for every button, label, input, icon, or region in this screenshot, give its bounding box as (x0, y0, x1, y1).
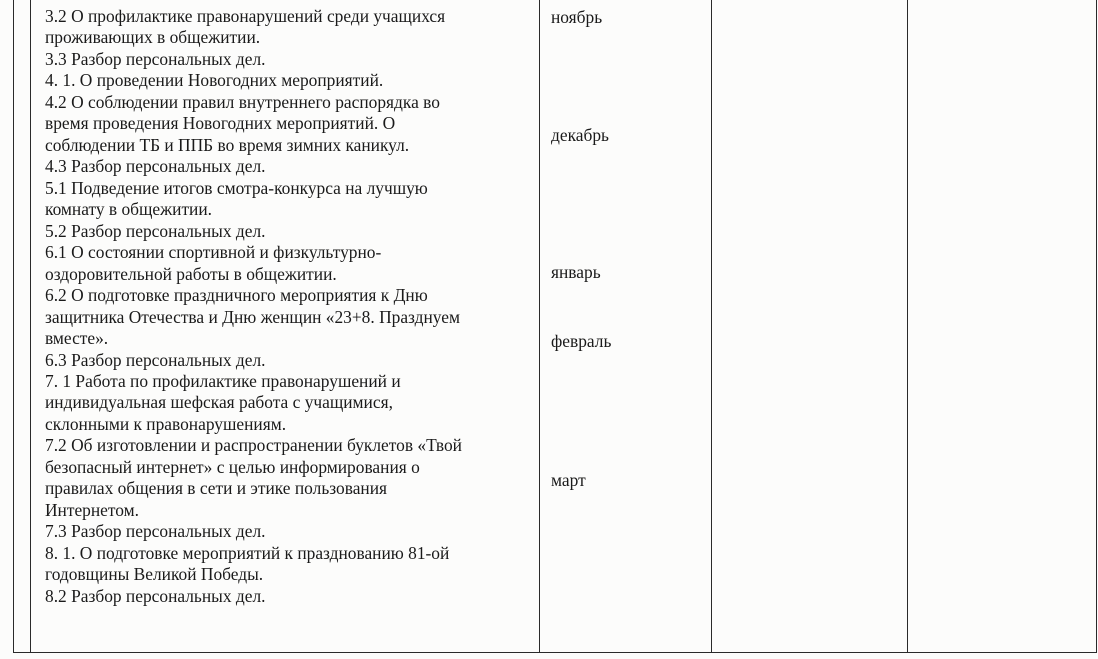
topic-line: вместе». (45, 328, 109, 349)
topic-line: индивидуальная шефская работа с учащимися, (45, 392, 393, 413)
topic-line: защитника Отечества и Дню женщин «23+8. Празднуем (45, 306, 460, 327)
topic-line: безопасный интернет» с целью информирования о (45, 456, 420, 477)
topic-line: склонными к правонарушениям. (45, 413, 287, 434)
topic-line: 7.2 Об изготовлении и распространении буклетов «Твой (45, 435, 462, 456)
month-march: март (551, 470, 586, 490)
topic-line: годовщины Великой Победы. (45, 564, 264, 585)
responsible-cell (712, 0, 908, 653)
plan-table (13, 0, 1097, 653)
topic-line: 6.1 О состоянии спортивной и физкультурно- (45, 242, 382, 263)
month-february: февраль (551, 331, 612, 351)
topic-line: проживающих в общежитии. (45, 27, 261, 48)
topic-line: 5.2 Разбор персональных дел. (45, 220, 266, 241)
number-cell (14, 0, 31, 653)
topic-cell (31, 0, 540, 653)
note-cell (908, 0, 1097, 653)
topic-line: 6.3 Разбор персональных дел. (45, 349, 266, 370)
topic-line: 4.2 О соблюдении правил внутреннего распорядка во (45, 91, 440, 112)
topic-line: 3.3 Разбор персональных дел. (45, 48, 266, 69)
month-january: январь (551, 262, 601, 282)
month-november: ноябрь (551, 7, 603, 27)
topic-line: 7.3 Разбор персональных дел. (45, 521, 266, 542)
topic-line: 4.3 Разбор персональных дел. (45, 156, 266, 177)
topic-line: правилах общения в сети и этике пользования (45, 478, 388, 499)
table-row (14, 0, 1097, 653)
topic-line: 7. 1 Работа по профилактике правонарушений и (45, 370, 401, 391)
topic-line: 4. 1. О проведении Новогодних мероприятий. (45, 70, 384, 91)
topic-line: 5.1 Подведение итогов смотра-конкурса на лучшую (45, 177, 428, 198)
topic-line: 8. 1. О подготовке мероприятий к празднованию 81-ой (45, 542, 450, 563)
topic-line: соблюдении ТБ и ППБ во время зимних каникул. (45, 134, 410, 155)
topic-line: 6.2 О подготовке праздничного мероприятия к Дню (45, 285, 428, 306)
topic-lines (45, 6, 537, 607)
topic-line: 3.2 О профилактике правонарушений среди учащихся (45, 6, 446, 26)
topic-line: время проведения Новогодних мероприятий. О (45, 113, 396, 134)
topic-line: 8.2 Разбор персональных дел. (45, 585, 266, 606)
topic-line: Интернетом. (45, 499, 139, 520)
month-december: декабрь (551, 125, 609, 145)
topic-line: комнату в общежитии. (45, 199, 213, 220)
topic-line: оздоровительной работы в общежитии. (45, 263, 337, 284)
month-cell (540, 0, 712, 653)
